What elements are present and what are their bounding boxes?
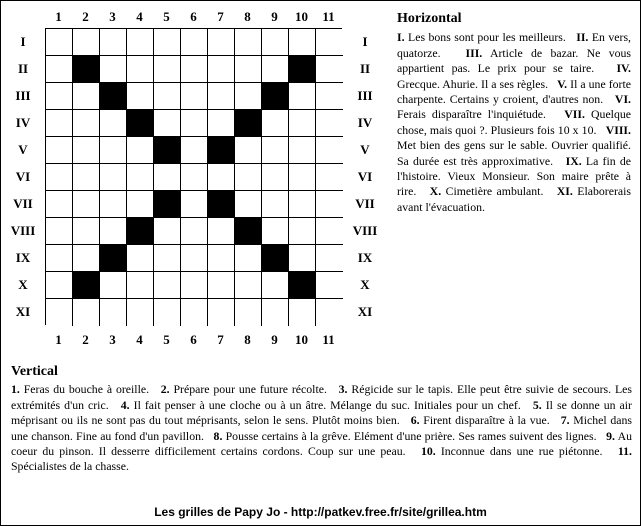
clue-number: 4. [120,397,130,412]
clue-text: Firent disparaître à la vue. [423,413,550,428]
white-cell[interactable] [46,56,73,83]
clue-text: Les bons sont pour les meilleurs. [408,30,566,45]
column-number: 9 [271,332,278,347]
clue-number: 1. [11,382,20,397]
white-cell[interactable] [262,110,289,137]
white-cell[interactable] [316,83,343,110]
row-number: II [359,61,371,76]
clue-text: Grecque. Ahurie. Il a ses règles. [397,76,549,91]
clue [11,382,149,396]
clue-text: Régicide sur le tapis. Elle peut être suivie de secours. Les extrémités d'un cric. [11,382,632,412]
clue-text: Ferais disparaître l'inquiétude. [397,107,546,122]
white-cell[interactable] [208,164,235,191]
white-cell[interactable] [100,137,127,164]
white-cell[interactable] [154,272,181,299]
black-cell [208,191,235,218]
clue-number: V. [557,76,568,91]
black-cell [289,272,316,299]
white-cell[interactable] [127,164,154,191]
white-cell[interactable] [316,137,343,164]
white-cell[interactable] [100,29,127,56]
white-cell[interactable] [289,299,316,326]
white-cell[interactable] [154,299,181,326]
column-number: 4 [136,9,143,24]
row-number: XI [15,304,31,319]
black-cell [289,56,316,83]
white-cell[interactable] [289,110,316,137]
white-cell[interactable] [289,191,316,218]
white-cell[interactable] [46,191,73,218]
white-cell[interactable] [262,299,289,326]
black-cell [208,137,235,164]
white-cell[interactable] [100,110,127,137]
horizontal-clue-list [397,30,631,215]
row-number: VIII [10,223,36,238]
white-cell[interactable] [46,218,73,245]
white-cell[interactable] [154,83,181,110]
clue-number: 3. [338,382,348,397]
white-cell[interactable] [181,218,208,245]
row-number: VII [13,196,33,211]
white-cell[interactable] [46,83,73,110]
white-cell[interactable] [208,299,235,326]
black-cell [262,245,289,272]
white-cell[interactable] [235,83,262,110]
white-cell[interactable] [235,299,262,326]
white-cell[interactable] [181,137,208,164]
row-number: IV [357,115,373,130]
clue-number: 7. [560,413,570,428]
column-number: 8 [244,9,251,24]
crossword-grid [45,28,342,325]
row-number: IV [15,115,31,130]
white-cell[interactable] [262,272,289,299]
black-cell [100,245,127,272]
white-cell[interactable] [73,137,100,164]
white-cell[interactable] [316,56,343,83]
white-cell[interactable] [181,56,208,83]
white-cell[interactable] [208,245,235,272]
black-cell [73,272,100,299]
row-number: VI [357,169,373,184]
white-cell[interactable] [208,218,235,245]
black-cell [73,56,100,83]
white-cell[interactable] [73,191,100,218]
white-cell[interactable] [46,245,73,272]
white-cell[interactable] [154,29,181,56]
white-cell[interactable] [262,191,289,218]
clue-text: Prépare pour une future récolte. [173,382,327,397]
clue-text: Quelque chose, mais quoi ?. Plusieurs fois 10 x 10. [397,107,631,137]
white-cell[interactable] [208,56,235,83]
row-number: X [18,277,28,292]
white-cell[interactable] [73,245,100,272]
black-cell [154,191,181,218]
white-cell[interactable] [208,110,235,137]
black-cell [154,137,181,164]
white-cell[interactable] [73,164,100,191]
column-number: 7 [217,332,224,347]
white-cell[interactable] [316,191,343,218]
clue-number: X. [429,184,442,199]
clue-number: VIII. [605,122,631,137]
row-number: V [360,142,370,157]
white-cell[interactable] [181,299,208,326]
white-cell[interactable] [289,218,316,245]
column-number: 3 [109,332,116,347]
clue-number: III. [465,45,483,60]
clue-number: VI. [614,92,631,107]
white-cell[interactable] [100,272,127,299]
white-cell[interactable] [73,29,100,56]
white-cell[interactable] [154,110,181,137]
column-number: 9 [271,9,278,24]
horizontal-title: Horizontal [397,11,462,26]
white-cell[interactable] [181,29,208,56]
row-number: I [362,34,368,49]
black-cell [235,218,262,245]
clue-number: 8. [213,428,223,443]
clue-text: Met bien des gens sur le sable. Ouvrier qualifié. Sa durée est très approximative. [397,138,631,168]
white-cell[interactable] [235,137,262,164]
horizontal-clues [397,11,631,215]
column-number: 11 [322,332,335,347]
row-number: IX [357,250,373,265]
column-number: 2 [82,9,89,24]
vertical-clue-list [11,382,632,474]
column-number: 10 [295,332,308,347]
footer-credit: Les grilles de Papy Jo - http://patkev.free.fr/site/grillea.htm [154,505,487,519]
clue-text: Article de bazar. Ne vous appartient pas. Le prix pour se taire. [397,45,631,76]
white-cell[interactable] [181,245,208,272]
clue-text: Il a une forte charpente. Certains y croient, d'autres non. [397,76,631,107]
column-number: 7 [217,9,224,24]
white-cell[interactable] [154,164,181,191]
white-cell[interactable] [73,218,100,245]
white-cell[interactable] [127,56,154,83]
row-number: X [360,277,370,292]
clue-number: XI. [556,184,573,199]
white-cell[interactable] [127,29,154,56]
clue [397,30,566,44]
clue-text: La fin de l'histoire. Vieux Monsieur. Son maire prête à rire. [397,153,631,199]
clue-number: VII. [564,107,585,122]
white-cell[interactable] [181,83,208,110]
white-cell[interactable] [100,56,127,83]
clue-number: 6. [410,413,420,428]
clue-number: IV. [616,61,631,76]
vertical-title: Vertical [11,364,58,379]
white-cell[interactable] [127,299,154,326]
clue [411,413,550,427]
column-number: 1 [55,332,62,347]
white-cell[interactable] [46,299,73,326]
white-cell[interactable] [289,29,316,56]
clue-number: 9. [606,428,616,443]
column-number: 2 [82,332,89,347]
white-cell[interactable] [262,56,289,83]
white-cell[interactable] [289,83,316,110]
white-cell[interactable] [262,218,289,245]
white-cell[interactable] [289,245,316,272]
column-number: 5 [163,332,170,347]
clue [161,382,327,396]
clue-number: 10. [420,444,436,459]
vertical-clues [11,364,632,475]
white-cell[interactable] [235,29,262,56]
clue-text: Cimetière ambulant. [445,184,544,199]
white-cell[interactable] [46,137,73,164]
white-cell[interactable] [127,83,154,110]
black-cell [127,218,154,245]
white-cell[interactable] [154,245,181,272]
clue-text: Il fait penser à une cloche ou à un âtre. Mélange du suc. Initiales pour un chef. [133,397,521,412]
white-cell[interactable] [316,218,343,245]
white-cell[interactable] [73,83,100,110]
white-cell[interactable] [262,137,289,164]
clue-number: IX. [565,153,582,168]
white-cell[interactable] [316,29,343,56]
row-number: XI [357,304,373,319]
white-cell[interactable] [208,83,235,110]
clue-text: Inconnue dans une rue piétonne. [440,444,603,459]
white-cell[interactable] [208,272,235,299]
clue-text: Michel dans une chanson. Fine au fond d'un pavillon. [11,413,632,443]
white-cell[interactable] [235,191,262,218]
black-cell [127,110,154,137]
white-cell[interactable] [100,299,127,326]
white-cell[interactable] [316,164,343,191]
white-cell[interactable] [46,29,73,56]
white-cell[interactable] [127,245,154,272]
clue-number: 11. [617,444,632,459]
white-cell[interactable] [235,245,262,272]
white-cell[interactable] [100,191,127,218]
clue-text: Spécialistes de la chasse. [11,459,129,474]
white-cell[interactable] [316,299,343,326]
row-number: I [20,34,26,49]
white-cell[interactable] [289,164,316,191]
white-cell[interactable] [235,164,262,191]
white-cell[interactable] [73,110,100,137]
column-number: 8 [244,332,251,347]
white-cell[interactable] [208,29,235,56]
black-cell [100,83,127,110]
white-cell[interactable] [154,218,181,245]
white-cell[interactable] [262,164,289,191]
white-cell[interactable] [181,191,208,218]
white-cell[interactable] [181,110,208,137]
column-number: 11 [322,9,335,24]
row-number: III [357,88,373,103]
column-number: 6 [190,9,197,24]
white-cell[interactable] [46,164,73,191]
column-number: 4 [136,332,143,347]
column-number: 3 [109,9,116,24]
clue-number: I. [397,30,405,45]
row-number: VIII [352,223,378,238]
white-cell[interactable] [235,272,262,299]
white-cell[interactable] [262,29,289,56]
white-cell[interactable] [316,272,343,299]
clue [214,429,597,443]
row-number: II [17,61,29,76]
clue-text: Il se donne un air méprisant ou ils ne sont pas du tout méprisants, selon le sens. Plutôt moins bien. [11,397,632,428]
clue-text: Au coeur du pinson. Il desserre difficilement certains cordons. Coup sur une peau. [11,428,632,459]
row-number: VI [15,169,31,184]
white-cell[interactable] [127,191,154,218]
column-number: 6 [190,332,197,347]
row-number: IX [15,250,31,265]
clue-number: 5. [532,397,542,412]
white-cell[interactable] [181,272,208,299]
white-cell[interactable] [289,137,316,164]
clue [121,398,521,412]
white-cell[interactable] [46,272,73,299]
clue [430,184,544,198]
white-cell[interactable] [73,299,100,326]
black-cell [262,83,289,110]
white-cell[interactable] [127,272,154,299]
white-cell[interactable] [154,56,181,83]
white-cell[interactable] [181,164,208,191]
black-cell [235,110,262,137]
row-number: V [18,142,28,157]
column-number: 1 [55,9,62,24]
column-number: 10 [295,9,308,24]
row-number: III [15,88,31,103]
clue-number: II. [576,30,589,45]
clue [421,444,603,458]
row-number: VII [355,196,375,211]
white-cell[interactable] [316,110,343,137]
clue-text: Pousse certains à la grêve. Elément d'une prière. Ses rames suivent des lignes. [225,428,597,443]
white-cell[interactable] [316,245,343,272]
clue-text: Elaborerais avant l'évacuation. [397,184,631,214]
white-cell[interactable] [46,110,73,137]
white-cell[interactable] [127,137,154,164]
column-number: 5 [163,9,170,24]
white-cell[interactable] [100,218,127,245]
clue-text: En vers, quatorze. [397,30,632,60]
clue-number: 2. [160,382,170,397]
white-cell[interactable] [235,56,262,83]
clue-text: Feras du bouche à oreille. [23,382,150,397]
white-cell[interactable] [100,164,127,191]
